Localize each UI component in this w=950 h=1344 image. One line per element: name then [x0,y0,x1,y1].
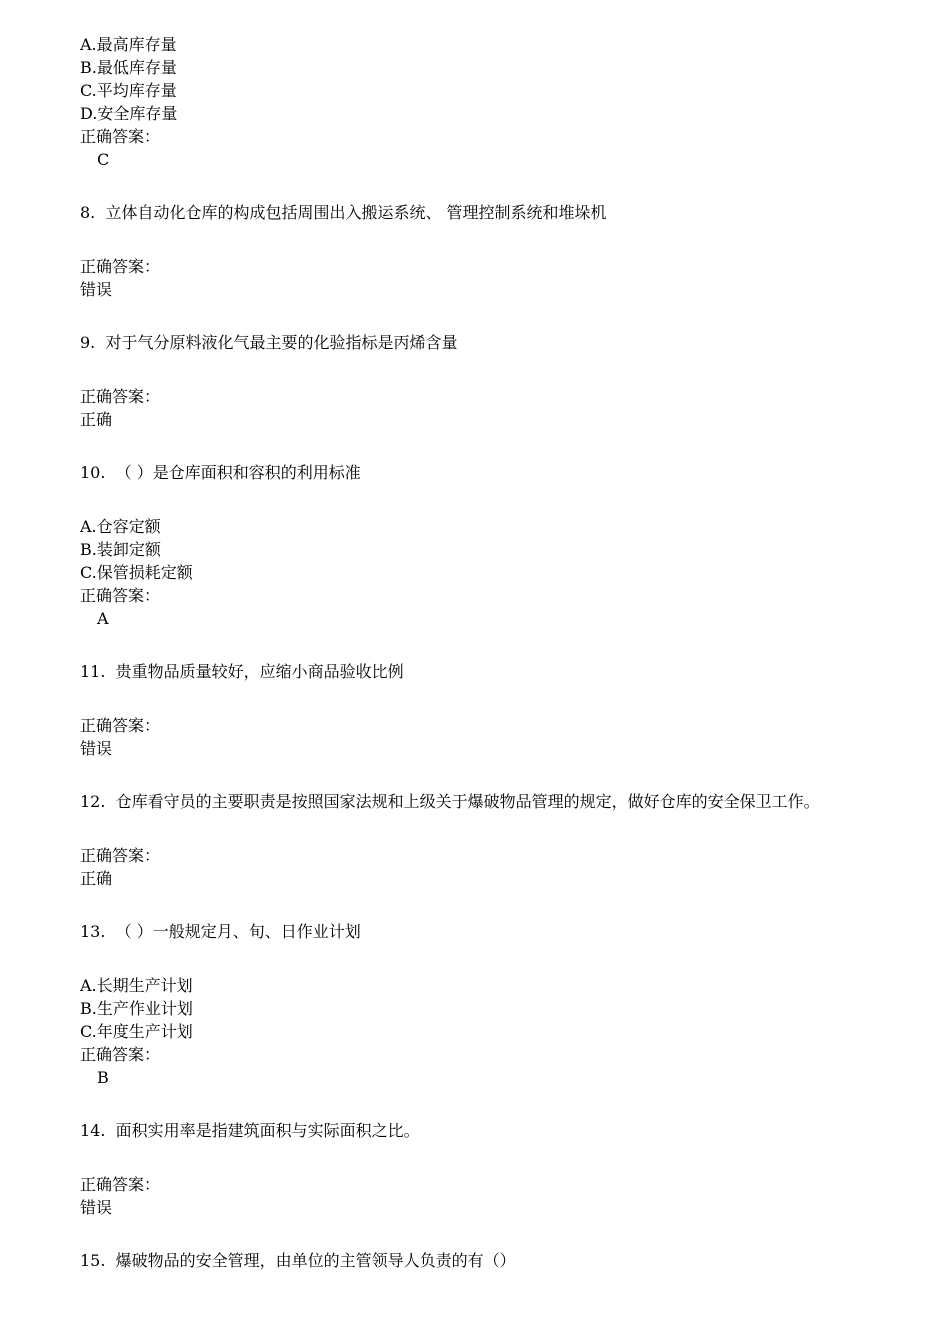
option-a: A.最高库存量 [80,35,177,54]
document-page [80,33,940,1272]
option-a: A.长期生产计划 [80,976,193,995]
question-14 [80,1119,940,1219]
question-number: 14. [80,1121,106,1140]
answer-value: 正确 [80,410,113,429]
option-b: B.最低库存量 [80,58,177,77]
question-stem: 对于气分原料液化气最主要的化验指标是丙烯含量 [105,333,458,352]
question-9 [80,331,940,431]
option-b: B.生产作业计划 [80,999,193,1018]
question-number: 10. [80,463,106,482]
question-number: 11. [80,662,106,681]
option-c: C.保管损耗定额 [80,563,193,582]
question-12 [80,790,940,890]
question-stem: 立体自动化仓库的构成包括周围出入搬运系统、 管理控制系统和堆垛机 [105,203,607,222]
answer-label: 正确答案： [80,127,161,146]
question-number: 13. [80,922,106,941]
question-number: 8. [80,203,96,222]
answer-label: 正确答案： [80,257,161,276]
question-text [80,660,940,683]
question-number: 12. [80,792,106,811]
option-b: B.装卸定额 [80,540,161,559]
question-number: 15. [80,1251,106,1270]
question-text [80,920,940,943]
answer-value: B [97,1068,109,1087]
question-15 [80,1249,940,1272]
question-stem: （ ）一般规定月、旬、日作业计划 [115,922,361,941]
answer-label: 正确答案： [80,1175,161,1194]
answer-label: 正确答案： [80,586,161,605]
question-number: 9. [80,333,96,352]
question-text [80,790,940,813]
answer-value: 错误 [80,739,113,758]
answer-label: 正确答案： [80,846,161,865]
answer-label: 正确答案： [80,716,161,735]
question-text [80,201,940,224]
question-stem: （ ）是仓库面积和容积的利用标准 [115,463,361,482]
question-stem: 贵重物品质量较好，应缩小商品验收比例 [115,662,404,681]
question-7-tail [80,33,940,171]
answer-value: 错误 [80,280,113,299]
answer-label: 正确答案： [80,387,161,406]
question-text [80,461,940,484]
question-8 [80,201,940,301]
answer-value: A [97,609,109,628]
question-text [80,1119,940,1142]
question-11 [80,660,940,760]
option-c: C.年度生产计划 [80,1022,193,1041]
question-10 [80,461,940,630]
question-text [80,1249,940,1272]
question-13 [80,920,940,1089]
question-stem: 爆破物品的安全管理，由单位的主管领导人负责的有（） [115,1251,516,1270]
answer-value: C [97,150,110,169]
question-stem: 仓库看守员的主要职责是按照国家法规和上级关于爆破物品管理的规定，做好仓库的安全保卫工作。 [115,792,820,811]
option-d: D.安全库存量 [80,104,178,123]
answer-value: 正确 [80,869,113,888]
option-c: C.平均库存量 [80,81,177,100]
option-a: A.仓容定额 [80,517,161,536]
answer-label: 正确答案： [80,1045,161,1064]
question-text [80,331,940,354]
question-stem: 面积实用率是指建筑面积与实际面积之比。 [115,1121,420,1140]
answer-value: 错误 [80,1198,113,1217]
